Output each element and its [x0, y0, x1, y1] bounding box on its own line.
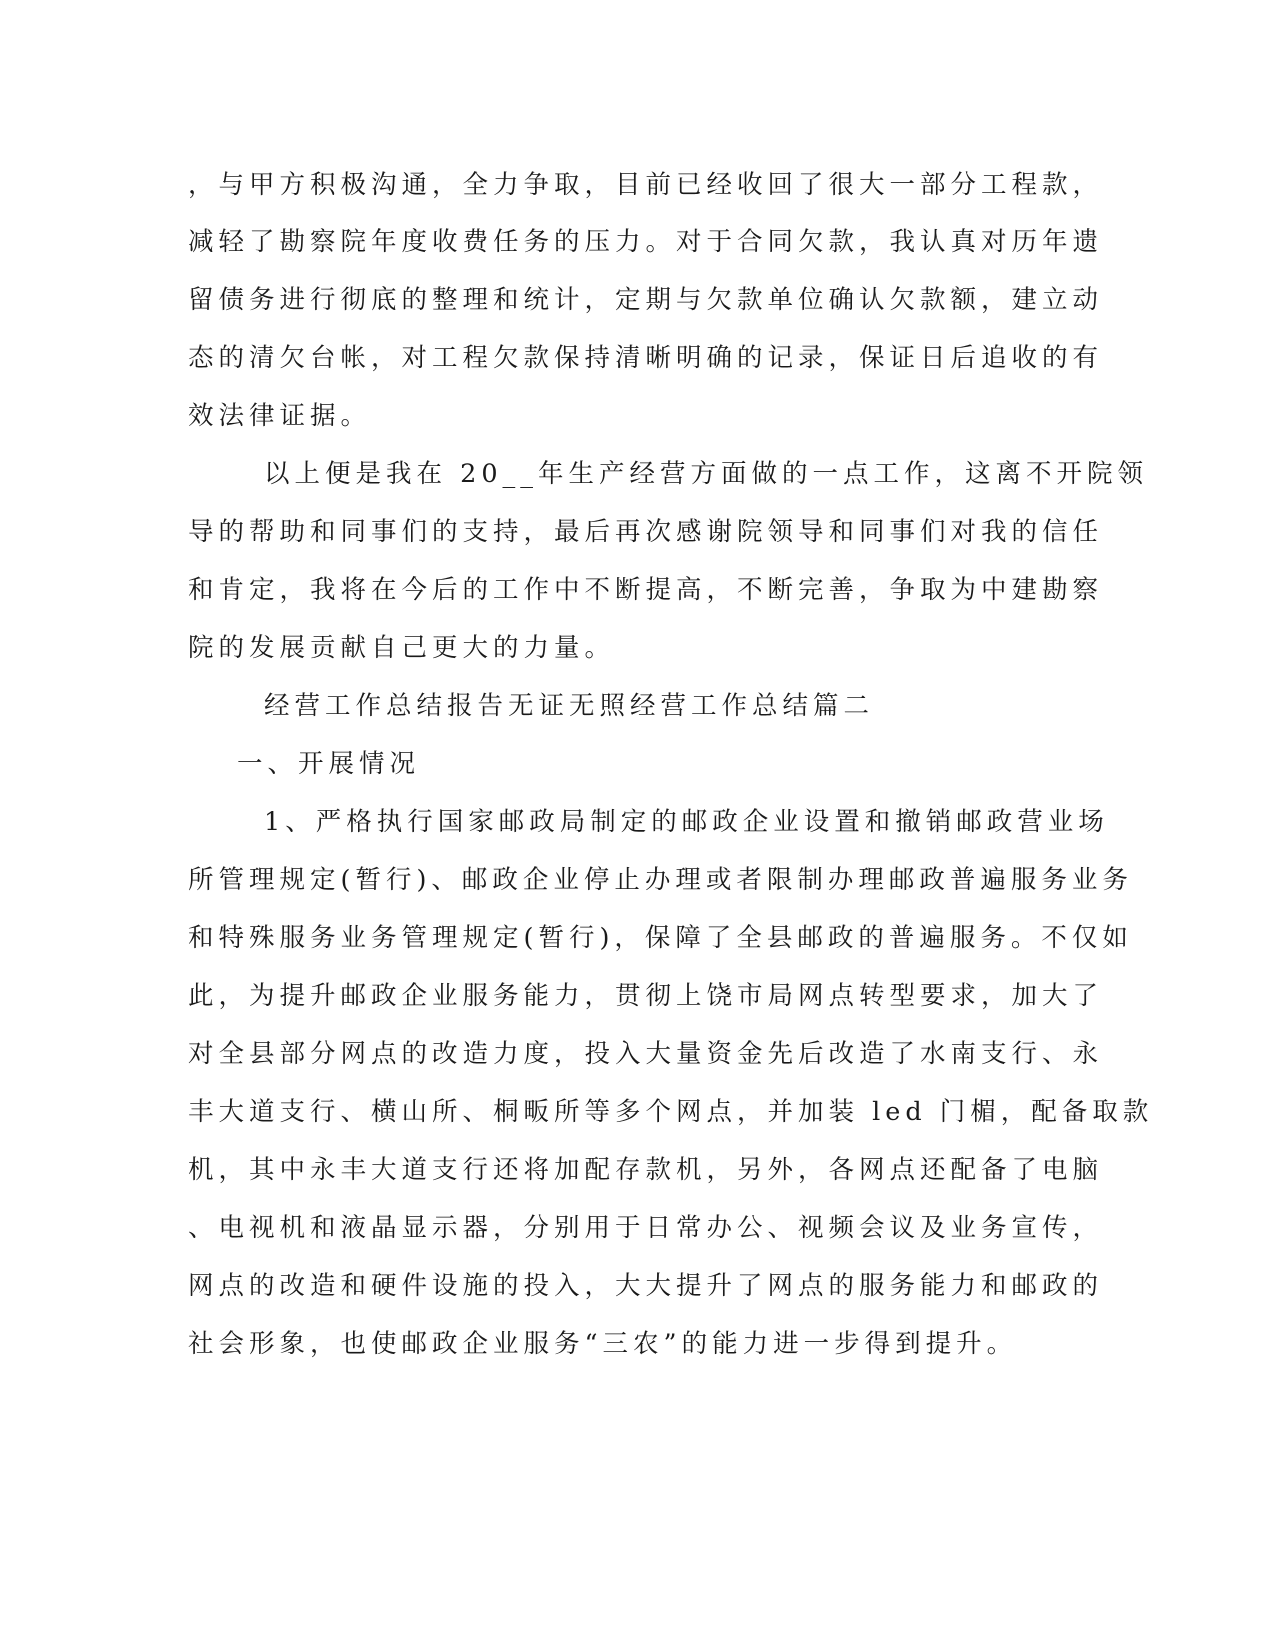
- paragraph-line: 留债务进行彻底的整理和统计，定期与欠款单位确认欠款额，建立动: [188, 285, 1104, 315]
- paragraph-line: 所管理规定(暂行)、邮政企业停止办理或者限制办理邮政普遍服务业务: [188, 865, 1133, 895]
- paragraph-line: 态的清欠台帐，对工程欠款保持清晰明确的记录，保证日后追收的有: [188, 343, 1104, 373]
- paragraph-line: 对全县部分网点的改造力度，投入大量资金先后改造了水南支行、永: [188, 1039, 1104, 1069]
- paragraph-line: 丰大道支行、横山所、桐畈所等多个网点，并加装 led 门楣，配备取款: [188, 1097, 1154, 1127]
- paragraph-line: 导的帮助和同事们的支持，最后再次感谢院领导和同事们对我的信任: [188, 517, 1104, 547]
- paragraph-line: 和特殊服务业务管理规定(暂行)，保障了全县邮政的普遍服务。不仅如: [188, 923, 1133, 953]
- paragraph-line: 1、严格执行国家邮政局制定的邮政企业设置和撤销邮政营业场: [264, 807, 1109, 837]
- paragraph-line: 此，为提升邮政企业服务能力，贯彻上饶市局网点转型要求，加大了: [188, 981, 1104, 1011]
- paragraph-line: 、电视机和液晶显示器，分别用于日常办公、视频会议及业务宣传，: [188, 1213, 1104, 1243]
- paragraph-line: 以上便是我在 20__年生产经营方面做的一点工作，这离不开院领: [264, 459, 1149, 489]
- section-title: 经营工作总结报告无证无照经营工作总结篇二: [264, 691, 875, 721]
- paragraph-line: 效法律证据。: [188, 401, 372, 431]
- paragraph-line: 院的发展贡献自己更大的力量。: [188, 633, 616, 663]
- section-heading: 一、开展情况: [237, 749, 421, 779]
- paragraph-line: 减轻了勘察院年度收费任务的压力。对于合同欠款，我认真对历年遗: [188, 227, 1104, 257]
- paragraph-line: ，与甲方积极沟通，全力争取，目前已经收回了很大一部分工程款，: [188, 170, 1104, 200]
- paragraph-line: 社会形象，也使邮政企业服务“三农”的能力进一步得到提升。: [188, 1329, 1018, 1359]
- paragraph-line: 网点的改造和硬件设施的投入，大大提升了网点的服务能力和邮政的: [188, 1271, 1104, 1301]
- paragraph-line: 机，其中永丰大道支行还将加配存款机，另外，各网点还配备了电脑: [188, 1155, 1104, 1185]
- paragraph-line: 和肯定，我将在今后的工作中不断提高，不断完善，争取为中建勘察: [188, 575, 1104, 605]
